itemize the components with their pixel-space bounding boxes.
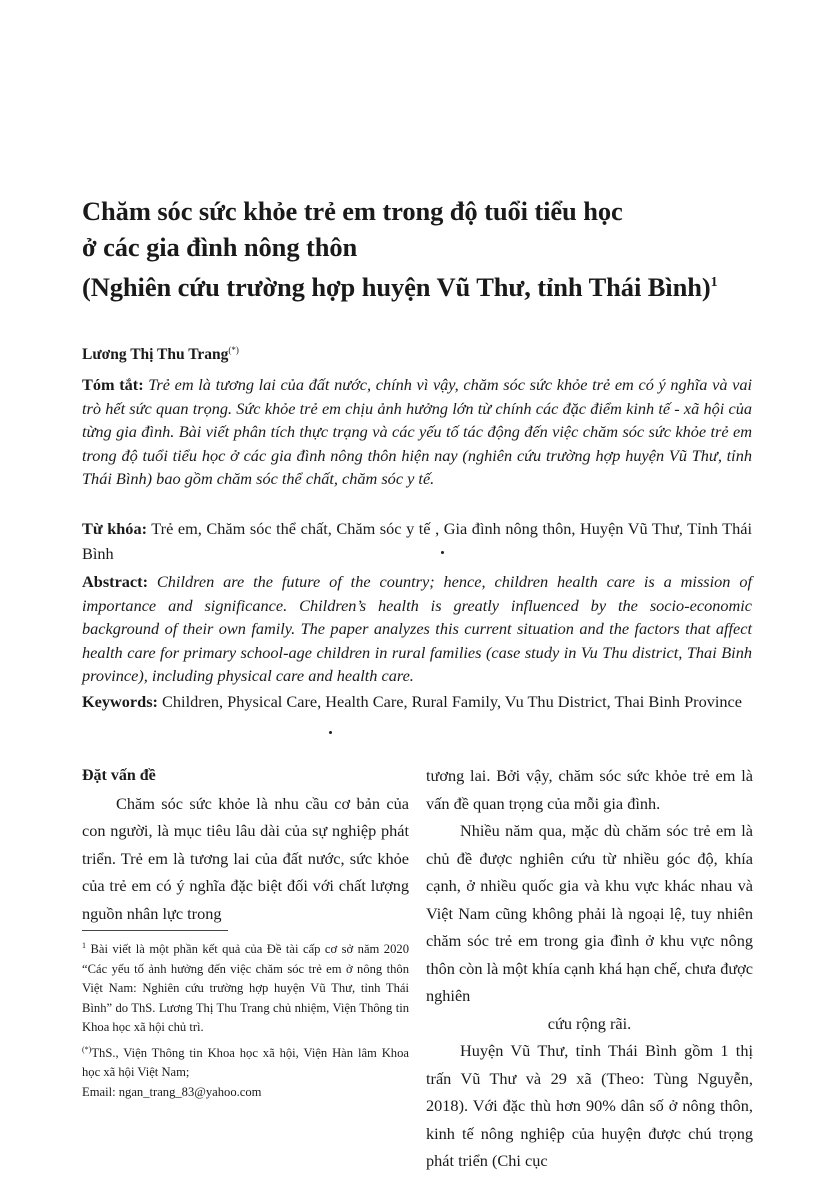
summary-vi: [82, 373, 752, 491]
author-name: Lương Thị Thu Trang: [82, 346, 229, 364]
title-footnote-mark: 1: [710, 275, 718, 290]
keywords-en: [82, 690, 752, 715]
footnote-1-text: Bài viết là một phần kết quả của Đề tài cấp cơ sở năm 2020 “Các yếu tố ảnh hưởng đến việc chăm sóc trẻ em ở nông thôn Việt Nam: Nghiên cứu trường hợp huyện Vũ Thư, tỉnh Thái Bình” do ThS. Lương Thị Thu Trang chủ nhiệm, Viện Thông tin Khoa học xã hội chủ trì.: [82, 942, 409, 1035]
summary-text: Trẻ em là tương lai của đất nước, chính vì vậy, chăm sóc sức khỏe trẻ em có ý nghĩa và vai trò hết sức quan trọng. Sức khỏe trẻ em chịu ảnh hưởng lớn từ chính các đặc điểm kinh tế - xã hội của từng gia đình. Bài viết phân tích thực trạng và các yếu tố tác động đến việc chăm sóc sức khỏe trẻ em trong độ tuổi tiểu học ở các gia đình nông thôn hiện nay (nghiên cứu trường hợp huyện Vũ Thư, tỉnh Thái Bình) bao gồm chăm sóc thể chất, chăm sóc y tế.: [82, 375, 752, 489]
footnote-2: [82, 1040, 409, 1103]
scan-speck: [441, 551, 444, 554]
keywords-vi-label: Từ khóa:: [82, 519, 148, 538]
section-heading: Đặt vấn đề: [82, 767, 156, 784]
scan-speck: [329, 731, 332, 734]
footnote-2-text: ThS., Viện Thông tin Khoa học xã hội, Viện Hàn lâm Khoa học xã hội Việt Nam;: [82, 1045, 409, 1080]
keywords-vi: [82, 517, 752, 566]
keywords-en-label: Keywords:: [82, 692, 158, 711]
author-email: Email: ngan_trang_83@yahoo.com: [82, 1084, 262, 1099]
footnote-1: [82, 936, 409, 1038]
body-paragraph-end: cứu rộng rãi.: [547, 1013, 632, 1033]
article-title: [82, 193, 762, 305]
title-line-2: ở các gia đình nông thôn: [82, 232, 358, 262]
keywords-en-text: Children, Physical Care, Health Care, Rural Family, Vu Thu District, Thai Binh Province: [162, 692, 742, 711]
footnote-1-mark: 1: [82, 941, 86, 950]
body-left-column: [82, 762, 409, 927]
keywords-vi-text: Trẻ em, Chăm sóc thể chất, Chăm sóc y tế , Gia đình nông thôn, Huyện Vũ Thư, Tỉnh Thái Bình: [82, 519, 752, 563]
footnote-divider: [82, 930, 228, 931]
body-paragraph: Chăm sóc sức khỏe là nhu cầu cơ bản của con người, là mục tiêu lâu dài của sự nghiệp phát triển. Trẻ em là tương lai của đất nước, sức khỏe của trẻ em có ý nghĩa đặc biệt đối với chất lượng nguồn nhân lực trong: [82, 793, 409, 923]
footnotes: [82, 936, 409, 1104]
author-line: [82, 345, 239, 364]
title-line-3: [82, 265, 762, 305]
abstract-text: Children are the future of the country; hence, children health care is a mission of importance and significance. Children’s health is greatly influenced by the socio-economic background of their own family. The paper analyzes this current situation and the factors that affect health care for primary school-age children in rural families (case study in Vu Thu district, Thai Binh province), including physical care and health care.: [82, 572, 752, 685]
abstract-en: [82, 570, 752, 688]
body-paragraph-continued: tương lai. Bởi vậy, chăm sóc sức khỏe trẻ em là vấn đề quan trọng của mỗi gia đình.: [426, 766, 753, 813]
body-paragraph: Nhiều năm qua, mặc dù chăm sóc trẻ em là chủ đề được nghiên cứu từ nhiều góc độ, khía cạnh, ở nhiều quốc gia và khu vực khác nhau và Việt Nam cũng không phải là ngoại lệ, tuy nhiên chăm sóc trẻ em trong gia đình ở khu vực nông thôn còn là một khía cạnh khá hạn chế, chưa được nghiên: [426, 821, 753, 1005]
author-mark: (*): [228, 345, 239, 355]
title-line-1: Chăm sóc sức khỏe trẻ em trong độ tuổi tiểu học: [82, 196, 623, 226]
title-subtitle: (Nghiên cứu trường hợp huyện Vũ Thư, tỉnh Thái Bình): [82, 271, 711, 302]
body-right-column: [426, 762, 753, 1175]
summary-label: Tóm tắt:: [82, 375, 144, 394]
abstract-label: Abstract:: [82, 572, 149, 591]
footnote-2-mark: (*): [82, 1044, 92, 1054]
body-paragraph: Huyện Vũ Thư, tỉnh Thái Bình gồm 1 thị trấn Vũ Thư và 29 xã (Theo: Tùng Nguyễn, 2018). Với đặc thù hơn 90% dân số ở nông thôn, kinh tế nông nghiệp của huyện được chú trọng phát triển (Chi cục: [426, 1041, 753, 1170]
